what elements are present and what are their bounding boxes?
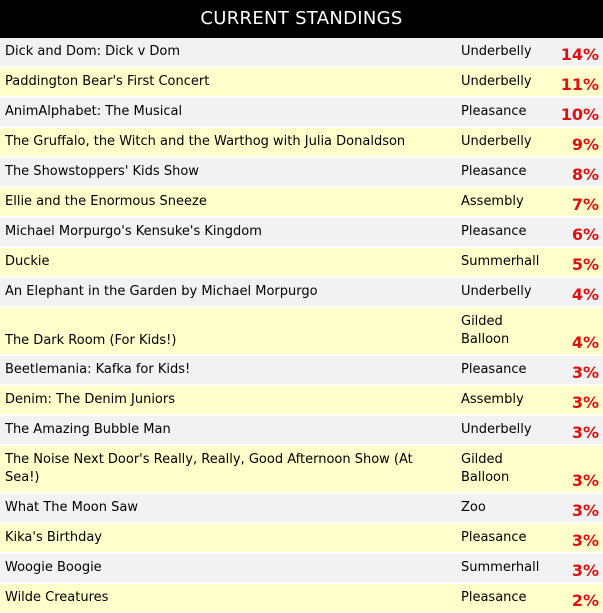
vote-percent: 10%: [560, 105, 599, 124]
vote-percent: 2%: [571, 591, 599, 610]
venue-name: Zoo: [461, 500, 486, 515]
vote-percent: 6%: [571, 225, 599, 244]
venue-name: Assembly: [461, 194, 524, 209]
venue-name: Pleasance: [461, 164, 527, 179]
table-row: [0, 446, 603, 494]
venue-name: Underbelly: [461, 74, 532, 89]
venue-name: Underbelly: [461, 284, 532, 299]
vote-percent: 11%: [560, 75, 599, 94]
show-title: The Gruffalo, the Witch and the Warthog with Julia Donaldson: [5, 134, 406, 149]
vote-percent: 7%: [571, 195, 599, 214]
vote-percent: 9%: [571, 135, 599, 154]
vote-percent: 4%: [571, 333, 599, 352]
show-title: Wilde Creatures: [5, 590, 109, 605]
table-row: [0, 308, 603, 356]
show-title: Beetlemania: Kafka for Kids!: [5, 362, 191, 377]
standings-rows: [0, 38, 603, 612]
venue-name: Underbelly: [461, 422, 532, 437]
table-row: [0, 158, 603, 188]
venue-name: Pleasance: [461, 530, 527, 545]
vote-percent: 14%: [560, 45, 599, 64]
vote-percent: 3%: [571, 393, 599, 412]
table-row: [0, 524, 603, 554]
vote-percent: 5%: [571, 255, 599, 274]
show-title: AnimAlphabet: The Musical: [5, 104, 183, 119]
vote-percent: 4%: [571, 285, 599, 304]
show-title: Paddington Bear's First Concert: [5, 74, 210, 89]
show-title: The Dark Room (For Kids!): [5, 333, 177, 348]
table-row: [0, 386, 603, 416]
venue-name: Pleasance: [461, 224, 527, 239]
venue-name: Underbelly: [461, 134, 532, 149]
show-title: Denim: The Denim Juniors: [5, 392, 175, 407]
vote-percent: 3%: [571, 423, 599, 442]
show-title: Dick and Dom: Dick v Dom: [5, 44, 181, 59]
table-row: [0, 584, 603, 612]
table-row: [0, 356, 603, 386]
vote-percent: 3%: [571, 471, 599, 490]
show-title: The Amazing Bubble Man: [5, 422, 171, 437]
venue-name: Gilded Balloon: [461, 452, 510, 485]
show-title: Michael Morpurgo's Kensuke's Kingdom: [5, 224, 262, 239]
vote-percent: 3%: [571, 531, 599, 550]
venue-name: Gilded Balloon: [461, 314, 510, 347]
table-row: [0, 218, 603, 248]
show-title: The Showstoppers' Kids Show: [5, 164, 199, 179]
table-row: [0, 278, 603, 308]
table-row: [0, 248, 603, 278]
table-row: [0, 494, 603, 524]
vote-percent: 3%: [571, 501, 599, 520]
venue-name: Pleasance: [461, 362, 527, 377]
show-title: Ellie and the Enormous Sneeze: [5, 194, 207, 209]
vote-percent: 3%: [571, 561, 599, 580]
show-title: What The Moon Saw: [5, 500, 138, 515]
venue-name: Summerhall: [461, 254, 540, 269]
show-title: The Noise Next Door's Really, Really, Good Afternoon Show (At Sea!): [5, 452, 413, 485]
show-title: Kika's Birthday: [5, 530, 103, 545]
show-title: An Elephant in the Garden by Michael Morpurgo: [5, 284, 318, 299]
show-title: Duckie: [5, 254, 50, 269]
standings-title: CURRENT STANDINGS: [0, 0, 603, 38]
table-row: [0, 188, 603, 218]
table-row: [0, 38, 603, 68]
vote-percent: 8%: [571, 165, 599, 184]
table-row: [0, 416, 603, 446]
table-row: [0, 68, 603, 98]
venue-name: Underbelly: [461, 44, 532, 59]
table-row: [0, 128, 603, 158]
venue-name: Assembly: [461, 392, 524, 407]
table-row: [0, 554, 603, 584]
table-row: [0, 98, 603, 128]
venue-name: Pleasance: [461, 104, 527, 119]
venue-name: Summerhall: [461, 560, 540, 575]
show-title: Woogie Boogie: [5, 560, 102, 575]
vote-percent: 3%: [571, 363, 599, 382]
venue-name: Pleasance: [461, 590, 527, 605]
